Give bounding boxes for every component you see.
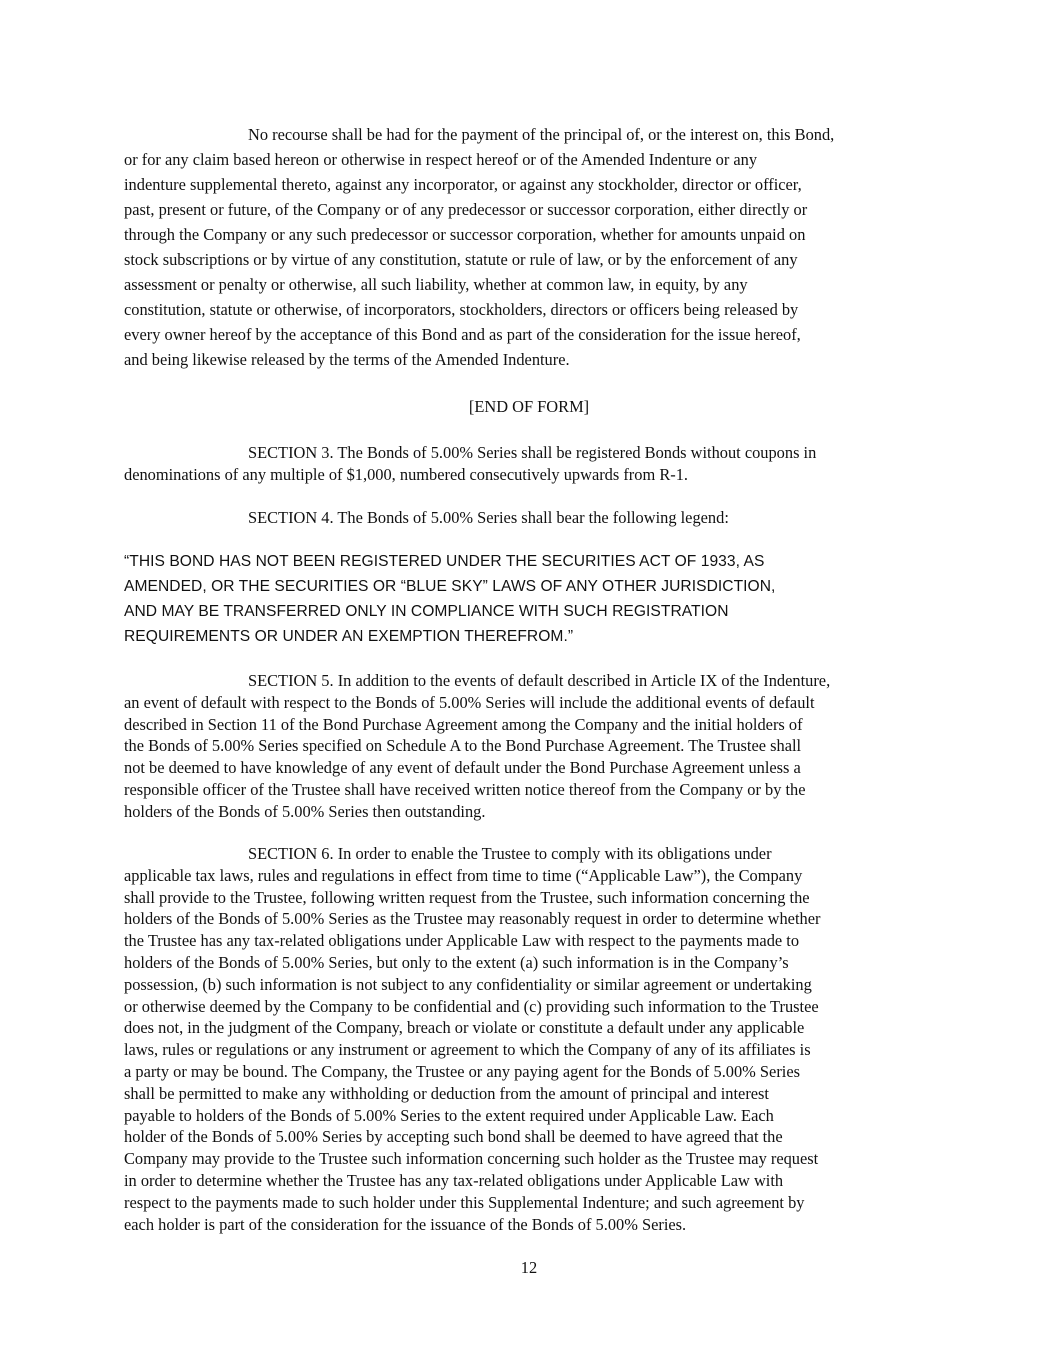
recourse-paragraph [124, 122, 934, 372]
paragraph-line: Company may provide to the Trustee such information concerning such holder as the Trustee may request [124, 1149, 819, 1169]
section-5-paragraph [124, 670, 934, 823]
section-3-paragraph [124, 442, 934, 486]
paragraph-line: a party or may be bound. The Company, the Trustee or any paying agent for the Bonds of 5.00% Series [124, 1061, 800, 1081]
paragraph-line: payable to holders of the Bonds of 5.00% Series to the extent required under Applicable Law. Each [124, 1105, 774, 1125]
paragraph-line: No recourse shall be had for the payment of the principal of, or the interest on, this Bond, [248, 125, 835, 144]
paragraph-line: or otherwise deemed by the Company to be confidential and (c) providing such information to the Trustee [124, 996, 819, 1016]
paragraph-line: respect to the payments made to such holder under this Supplemental Indenture; and such agreement by [124, 1192, 805, 1212]
legend-block [124, 549, 934, 649]
paragraph-line: every owner hereof by the acceptance of this Bond and as part of the consideration for the issue hereof, [124, 325, 801, 344]
paragraph-line: described in Section 11 of the Bond Purchase Agreement among the Company and the initial holders of [124, 714, 803, 734]
document-page [124, 0, 934, 1365]
paragraph-line: indenture supplemental thereto, against any incorporator, or against any stockholder, director or officer, [124, 175, 802, 194]
paragraph-line: past, present or future, of the Company or of any predecessor or successor corporation, either directly or [124, 200, 808, 219]
paragraph-line: holder of the Bonds of 5.00% Series by accepting such bond shall be deemed to have agreed that the [124, 1127, 783, 1147]
end-of-form-marker: [END OF FORM] [468, 397, 590, 416]
paragraph-line: responsible officer of the Trustee shall have received written notice thereof from the Company or by the [124, 779, 806, 799]
paragraph-line: holders of the Bonds of 5.00% Series as the Trustee may reasonably request in order to determine whether [124, 909, 821, 929]
paragraph-line: laws, rules or regulations or any instrument or agreement to which the Company of any of its affiliates is [124, 1040, 811, 1060]
section-4-paragraph [124, 507, 934, 529]
paragraph-line: shall be permitted to make any withholding or deduction from the amount of principal and interest [124, 1083, 769, 1103]
paragraph-line: constitution, statute or otherwise, of incorporators, stockholders, directors or officers being released by [124, 300, 799, 319]
page-number: 12 [520, 1258, 538, 1277]
paragraph-line: SECTION 6. In order to enable the Trustee to comply with its obligations under [248, 844, 772, 863]
paragraph-line: possession, (b) such information is not subject to any confidentiality or similar agreement or undertaking [124, 974, 812, 994]
paragraph-line: applicable tax laws, rules and regulations in effect from time to time (“Applicable Law”), the Company [124, 865, 803, 885]
paragraph-line: does not, in the judgment of the Company, breach or violate or constitute a default under any applicable [124, 1018, 805, 1038]
paragraph-line: shall provide to the Trustee, following written request from the Trustee, such information concerning the [124, 887, 810, 907]
paragraph-line: stock subscriptions or by virtue of any constitution, statute or rule of law, or by the enforcement of any [124, 250, 798, 269]
paragraph-line: and being likewise released by the terms of the Amended Indenture. [124, 350, 570, 369]
legend-line: REQUIREMENTS OR UNDER AN EXEMPTION THEREFROM.” [124, 628, 574, 645]
paragraph-line: through the Company or any such predecessor or successor corporation, whether for amounts unpaid on [124, 225, 806, 244]
paragraph-line: assessment or penalty or otherwise, all such liability, whether at common law, in equity, by any [124, 275, 748, 294]
legend-line: AND MAY BE TRANSFERRED ONLY IN COMPLIANCE WITH SUCH REGISTRATION [124, 603, 729, 620]
paragraph-line: holders of the Bonds of 5.00% Series then outstanding. [124, 801, 486, 821]
legend-line: AMENDED, OR THE SECURITIES OR “BLUE SKY” LAWS OF ANY OTHER JURISDICTION, [124, 578, 776, 595]
paragraph-line: holders of the Bonds of 5.00% Series, but only to the extent (a) such information is in the Company’s [124, 952, 789, 972]
paragraph-line: SECTION 5. In addition to the events of default described in Article IX of the Indenture, [248, 671, 831, 690]
paragraph-line: the Trustee has any tax-related obligations under Applicable Law with respect to the payments made to [124, 931, 800, 951]
paragraph-line: denominations of any multiple of $1,000, numbered consecutively upwards from R-1. [124, 464, 688, 484]
paragraph-line: SECTION 4. The Bonds of 5.00% Series shall bear the following legend: [248, 508, 729, 527]
paragraph-line: or for any claim based hereon or otherwise in respect hereof or of the Amended Indenture or any [124, 150, 758, 169]
section-6-paragraph [124, 843, 934, 1235]
paragraph-line: not be deemed to have knowledge of any event of default under the Bond Purchase Agreement unless a [124, 758, 801, 778]
paragraph-line: SECTION 3. The Bonds of 5.00% Series shall be registered Bonds without coupons in [248, 443, 817, 462]
legend-line: “THIS BOND HAS NOT BEEN REGISTERED UNDER THE SECURITIES ACT OF 1933, AS [124, 553, 765, 570]
paragraph-line: each holder is part of the consideration for the issuance of the Bonds of 5.00% Series. [124, 1214, 687, 1234]
paragraph-line: an event of default with respect to the Bonds of 5.00% Series will include the additional events of default [124, 692, 815, 712]
paragraph-line: the Bonds of 5.00% Series specified on Schedule A to the Bond Purchase Agreement. The Trustee shall [124, 736, 802, 756]
paragraph-line: in order to determine whether the Trustee has any tax-related obligations under Applicable Law with [124, 1170, 784, 1190]
